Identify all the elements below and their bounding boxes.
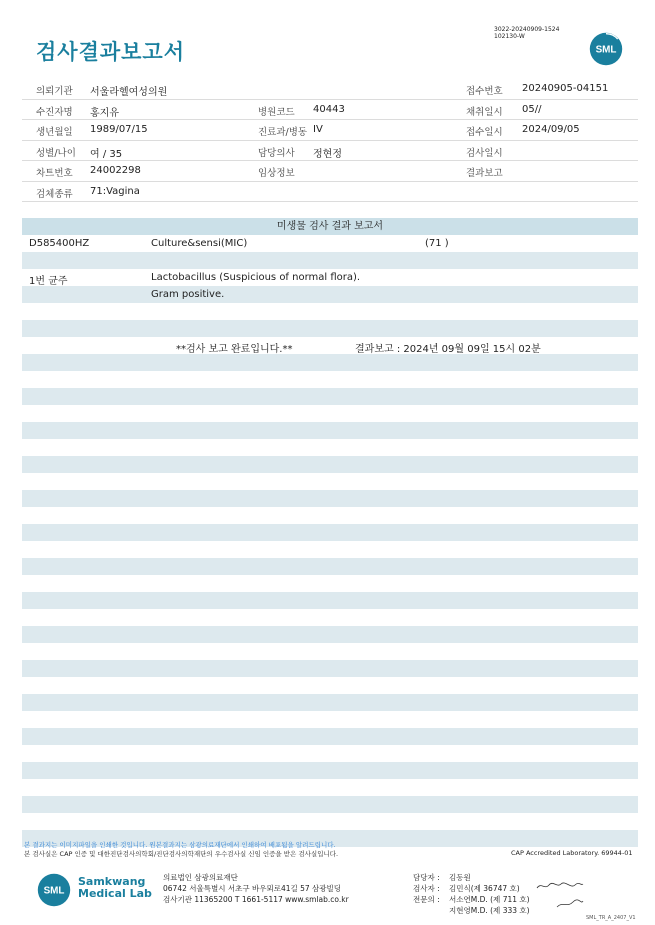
result-stripes [22, 218, 638, 850]
row-stripe [22, 694, 638, 711]
row-stripe [22, 762, 638, 779]
page-title: 검사결과보고서 [36, 40, 186, 64]
info-row [22, 182, 638, 203]
staff-entry [413, 894, 530, 905]
staff-role: 검사자 : [413, 884, 440, 893]
sml-logo-text: SML [595, 44, 617, 56]
brand-line2: Medical Lab [78, 887, 152, 900]
footer-logo-text: SML [43, 885, 65, 897]
info-label: 수진자명 [36, 106, 73, 118]
info-label: 검사일시 [466, 147, 503, 159]
row-stripe [22, 796, 638, 813]
info-label: 성별/나이 [36, 147, 76, 159]
accreditation-notice: 본 검사실은 CAP 인증 및 대한진단검사의학회/진단검사의학재단의 우수검사실 신임 인증을 받은 검사실입니다. [24, 850, 339, 858]
lab-address-block [163, 872, 349, 905]
test-code: D585400HZ [29, 238, 90, 249]
info-value: 24002298 [90, 165, 141, 176]
brand-name [78, 876, 152, 900]
image-copy-notice: 본 결과지는 이미지파일을 인쇄한 것입니다. 원본결과지는 삼광의료재단에서 인쇄하여 배포됨을 알려드립니다. [24, 841, 336, 849]
row-stripe [22, 660, 638, 677]
info-label: 검체종류 [36, 188, 73, 200]
staff-entry [413, 872, 530, 883]
staff-name: 지현영M.D. (제 333 호) [449, 906, 530, 915]
lab-address: 06742 서울특별시 서초구 바우뫼로41길 57 삼광빌딩 [163, 884, 342, 893]
info-value: 홍지유 [90, 107, 119, 119]
row-stripe [22, 388, 638, 405]
info-row [22, 100, 638, 121]
row-stripe [22, 286, 638, 303]
info-label: 결과보고 [466, 168, 503, 179]
gram-stain-result: Gram positive. [151, 289, 225, 300]
section-title: 미생물 검사 결과 보고서 [276, 221, 384, 232]
info-label: 병원코드 [258, 106, 295, 118]
row-stripe [22, 252, 638, 269]
info-value: 71:Vagina [90, 185, 140, 197]
info-value: 정현정 [313, 148, 342, 160]
document-code-line1: 3022-20240909-1524 [494, 26, 560, 33]
row-stripe [22, 490, 638, 507]
row-stripe [22, 320, 638, 337]
info-label: 차트번호 [36, 168, 73, 179]
info-label: 의뢰기관 [36, 86, 73, 97]
info-value: 05// [522, 103, 542, 115]
row-stripe [22, 626, 638, 643]
row-stripe [22, 524, 638, 541]
test-name: Culture&sensi(MIC) [151, 238, 248, 249]
staff-entry [413, 883, 530, 894]
row-stripe [22, 422, 638, 439]
organism-result: Lactobacillus (Suspicious of normal flora). [151, 272, 361, 283]
staff-list [413, 872, 530, 916]
form-code: SML_TR_A_2407_V1 [586, 915, 636, 921]
info-value: IV [313, 124, 323, 135]
test-specimen-code: (71 ) [425, 238, 449, 249]
info-label: 진료과/병동 [258, 127, 308, 138]
info-label: 임상정보 [258, 168, 295, 179]
lab-org-name: 의료법인 삼광의료재단 [163, 873, 238, 882]
row-stripe [22, 558, 638, 575]
cap-accreditation: CAP Accredited Laboratory. 69944-01 [511, 849, 633, 857]
info-value: 1989/07/15 [90, 124, 148, 135]
info-row [22, 161, 638, 182]
report-complete-message: **검사 보고 완료입니다.** [176, 344, 293, 355]
info-label: 접수번호 [466, 86, 503, 97]
physician-signature-icon [555, 898, 585, 910]
info-label: 담당의사 [258, 147, 295, 159]
info-value: 40443 [313, 103, 345, 115]
info-label: 접수일시 [466, 127, 503, 138]
info-row [22, 120, 638, 141]
document-code-line2: 102130-W [494, 33, 525, 40]
patient-info-table [22, 79, 638, 202]
report-time: 결과보고 : 2024년 09월 09일 15시 02분 [355, 344, 541, 355]
document-code [494, 26, 559, 40]
organism-label: 1번 균주 [29, 276, 68, 287]
row-stripe [22, 456, 638, 473]
info-row [22, 79, 638, 100]
brand-line1: Samkwang [78, 875, 146, 888]
staff-name: 서소연M.D. (제 711 호) [449, 895, 530, 904]
staff-name: 김민식(제 36747 호) [449, 884, 520, 893]
staff-role: 전문의 : [413, 895, 440, 904]
info-value: 20240905-04151 [522, 83, 609, 94]
info-label: 채취일시 [466, 106, 503, 118]
info-value: 2024/09/05 [522, 124, 580, 135]
info-value: 서울라헬여성의원 [90, 87, 168, 98]
staff-entry [413, 905, 530, 916]
info-value: 여 / 35 [90, 148, 123, 160]
info-label: 생년월일 [36, 127, 73, 138]
lab-contact: 검사기관 11365200 T 1661-5117 www.smlab.co.kr [163, 895, 349, 904]
row-stripe [22, 728, 638, 745]
examiner-signature-icon [535, 880, 585, 892]
footer-sml-logo-icon [36, 872, 72, 908]
info-row [22, 141, 638, 162]
staff-role: 담당자 : [413, 873, 440, 882]
sml-logo-icon [588, 31, 624, 67]
row-stripe [22, 592, 638, 609]
row-stripe [22, 354, 638, 371]
staff-name: 김동원 [449, 873, 471, 882]
